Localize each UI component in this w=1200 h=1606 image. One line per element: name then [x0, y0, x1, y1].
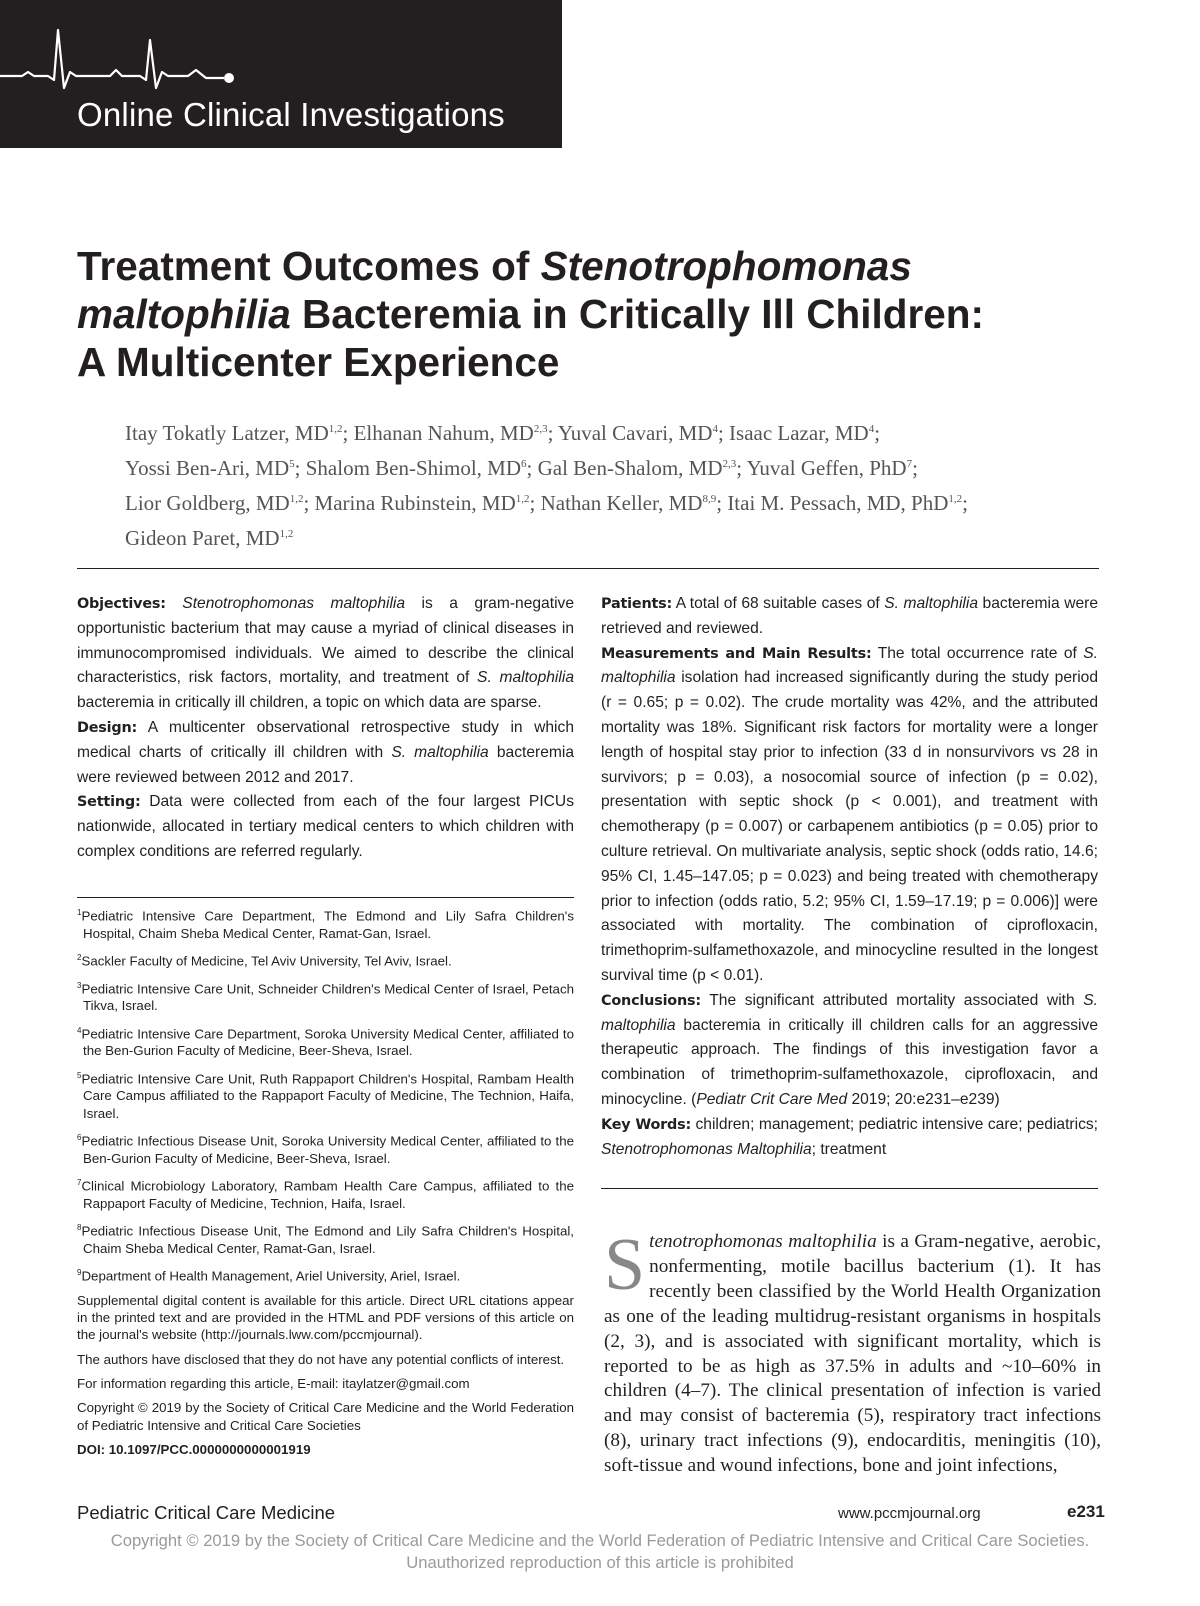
abstract-top-rule: [77, 568, 1099, 569]
abstract-left-column: [77, 592, 574, 865]
abstract-patients: Patients: A total of 68 suitable cases of S. maltophilia bacteremia were retrieved and reviewed.: [601, 595, 1099, 637]
affiliation-item: $^5$Pediatric Intensive Care Unit, Ruth Rappaport Children's Hospital, Rambam Health Care Campus affiliated to the Rappaport Faculty of Medicine, The Technion, Haifa, Israel.: [77, 1070, 574, 1121]
article-title: [77, 242, 1137, 386]
author: Nathan Keller, MD$^{8,9}$;: [540, 491, 728, 515]
affiliation-item: $^3$Pediatric Intensive Care Unit, Schneider Children's Medical Center of Israel, Petach Tikva, Israel.: [77, 980, 574, 1014]
body-paragraph: Stenotrophomonas maltophilia is a Gram-negative, aerobic, nonfermenting, motile bacillus bacterium (1). It has recently been classified by the World Health Organization as one of the leading multidrug-resistant organisms in hospitals (2, 3), and is associated with significant mortality, which is reported to be as high as 37.5% in adults and ~10–60% in children (4–7). The clinical presentation of infection is varied and may consist of bacteremia (5), respiratory tract infections (8), urinary tract infections (9), endocarditis, meningitis (10), soft-tissue and wound infections, bone and joint infections,: [604, 1224, 1101, 1477]
section-title: Online Clinical Investigations: [77, 96, 505, 133]
affiliation-item: $^9$Department of Health Management, Ariel University, Ariel, Israel.: [77, 1268, 461, 1284]
author: Yuval Geffen, PhD$^7$;: [746, 456, 918, 480]
affiliation-item: $^2$Sackler Faculty of Medicine, Tel Aviv University, Tel Aviv, Israel.: [77, 953, 452, 969]
author: Itay Tokatly Latzer, MD$^{1,2}$;: [125, 421, 354, 445]
title-part: Treatment Outcomes of: [77, 243, 541, 289]
abstract-results: Measurements and Main Results: The total occurrence rate of S. maltophilia isolation had increased significantly during the study period (r = 0.65; p = 0.02). The crude mortality was 42%, and the attributed mortality was 18%. Significant risk factors for mortality were a longer length of hospital stay prior to infection (33 d in nonsurvivors vs 28 in survivors; p = 0.03), a nosocomial source of infection (p = 0.02), presentation with septic shock (p < 0.001), and treatment with chemotherapy (p = 0.007) or carbapenem antibiotics (p = 0.05) prior to culture retrieval. On multivariate analysis, septic shock (odds ratio, 14.6; 95% CI, 1.45–147.05; p = 0.023) and being treated with chemotherapy prior to infection (odds ratio, 5.2; 95% CI, 1.59–17.19; p = 0.006)] were associated with mortality. The combination of ciprofloxacin, trimethoprim-sulfamethoxazole, and minocycline resulted in the longest survival time (p < 0.01).: [601, 644, 1099, 984]
copyright-notice: [0, 1530, 1200, 1574]
abstract-keywords: Key Words: children; management; pediatric intensive care; pediatrics; Stenotrophomonas Maltophilia; treatment: [601, 1115, 1099, 1158]
journal-name: Pediatric Critical Care Medicine: [77, 1502, 336, 1523]
copyright-notice-line: Copyright © 2019 by the Society of Critical Care Medicine and the World Federation of Pediatric Intensive and Critical Care Societies.: [110, 1531, 1090, 1550]
affiliation-item: $^8$Pediatric Infectious Disease Unit, The Edmond and Lily Safra Children's Hospital, Chaim Sheba Medical Center, Ramat-Gan, Israel.: [77, 1223, 574, 1256]
author: Shalom Ben-Shimol, $MD^6$;: [305, 456, 538, 480]
author: Isaac Lazar, $MD^4$;: [729, 421, 881, 445]
affiliation-item: $^7$Clinical Microbiology Laboratory, Rambam Health Care Campus, affiliated to the Rappaport Faculty of Medicine, Technion, Haifa, Israel.: [77, 1178, 574, 1211]
journal-url[interactable]: www.pccmjournal.org: [838, 1505, 981, 1522]
contact-note: For information regarding this article, E-mail: itaylatzer@gmail.com: [77, 1376, 470, 1392]
affiliation-item: $^1$Pediatric Intensive Care Department, The Edmond and Lily Safra Children's Hospital, Chaim Sheba Medical Center, Ramat-Gan, Israel.: [77, 908, 574, 941]
heartbeat-icon: [0, 28, 562, 98]
abstract-right-column: [601, 592, 1098, 1162]
author: Yossi Ben-Ari, $MD^5$;: [125, 456, 306, 480]
affiliation-item: $^6$Pediatric Infectious Disease Unit, Soroka University Medical Center, affiliated to the Ben-Gurion Faculty of Medicine, Beer-Sheva, Israel.: [77, 1133, 574, 1166]
page-number: e231: [1067, 1502, 1105, 1521]
title-part: Stenotrophomonas: [540, 243, 912, 289]
abstract-conclusions: Conclusions: The significant attributed mortality associated with S. maltophilia bacteremia in critically ill children calls for an aggressive therapeutic approach. The findings of this investigation favor a combination of trimethoprim-sulfamethoxazole, ciprofloxacin, and minocycline. (Pediatr Crit Care Med 2019; 20:e231–e239): [601, 991, 1098, 1108]
abstract-bottom-rule: [601, 1188, 1098, 1189]
abstract-setting: Setting: Data were collected from each of the four largest PICUs nationwide, allocated in tertiary medical centers to which children with complex conditions are referred regularly.: [77, 793, 574, 860]
affiliation-item: $^4$Pediatric Intensive Care Department, Soroka University Medical Center, affiliated to the Ben-Gurion Faculty of Medicine, Beer-Sheva, Israel.: [77, 1025, 574, 1059]
doi: DOI: 10.1097/PCC.0000000000001919: [77, 1441, 311, 1457]
affiliations-rule: [77, 897, 574, 898]
author: Lior Goldberg, MD$^{1,2}$;: [125, 491, 315, 515]
copyright-note: Copyright © 2019 by the Society of Critical Care Medicine and the World Federation of Pediatric Intensive and Critical Care Societies: [77, 1400, 574, 1433]
author-list: [125, 414, 1125, 554]
title-part: A Multicenter Experience: [77, 339, 560, 385]
author: Elhanan Nahum, MD$^{2,3}$;: [353, 421, 558, 445]
supplemental-note: Supplemental digital content is available for this article. Direct URL citations appear in the printed text and are provided in the HTML and PDF versions of this article on the journal's website (http://journals.lww.com/pccmjournal).: [77, 1292, 574, 1343]
author: Gideon Paret, MD$^{1,2}$: [125, 526, 294, 550]
abstract-objectives: Objectives: Stenotrophomonas maltophilia is a gram-negative opportunistic bacterium that may cause a myriad of clinical diseases in immunocompromised individuals. We aimed to describe the clinical characteristics, risk factors, mortality, and treatment of S. maltophilia bacteremia in critically ill children, a topic on which data are sparse.: [77, 595, 574, 712]
author: Itai M. Pessach, MD, PhD$^{1,2}$;: [727, 491, 968, 515]
title-part: maltophilia: [77, 291, 291, 337]
affiliations: [77, 904, 574, 1465]
conflicts-note: The authors have disclosed that they do not have any potential conflicts of interest.: [77, 1351, 565, 1367]
author: Gal Ben-Shalom, MD$^{2,3}$;: [537, 456, 747, 480]
drop-cap: S: [604, 1224, 646, 1306]
section-header-band: [0, 0, 562, 148]
author: Yuval Cavari, $MD^4$;: [557, 421, 730, 445]
author: Marina Rubinstein, MD$^{1,2}$;: [314, 491, 541, 515]
copyright-notice-line: Unauthorized reproduction of this article is prohibited: [406, 1553, 794, 1572]
abstract-design: Design: A multicenter observational retrospective study in which medical charts of critically ill children with S. maltophilia bacteremia were reviewed between 2012 and 2017.: [77, 718, 575, 786]
title-part: Bacteremia in Critically Ill Children:: [290, 291, 984, 337]
